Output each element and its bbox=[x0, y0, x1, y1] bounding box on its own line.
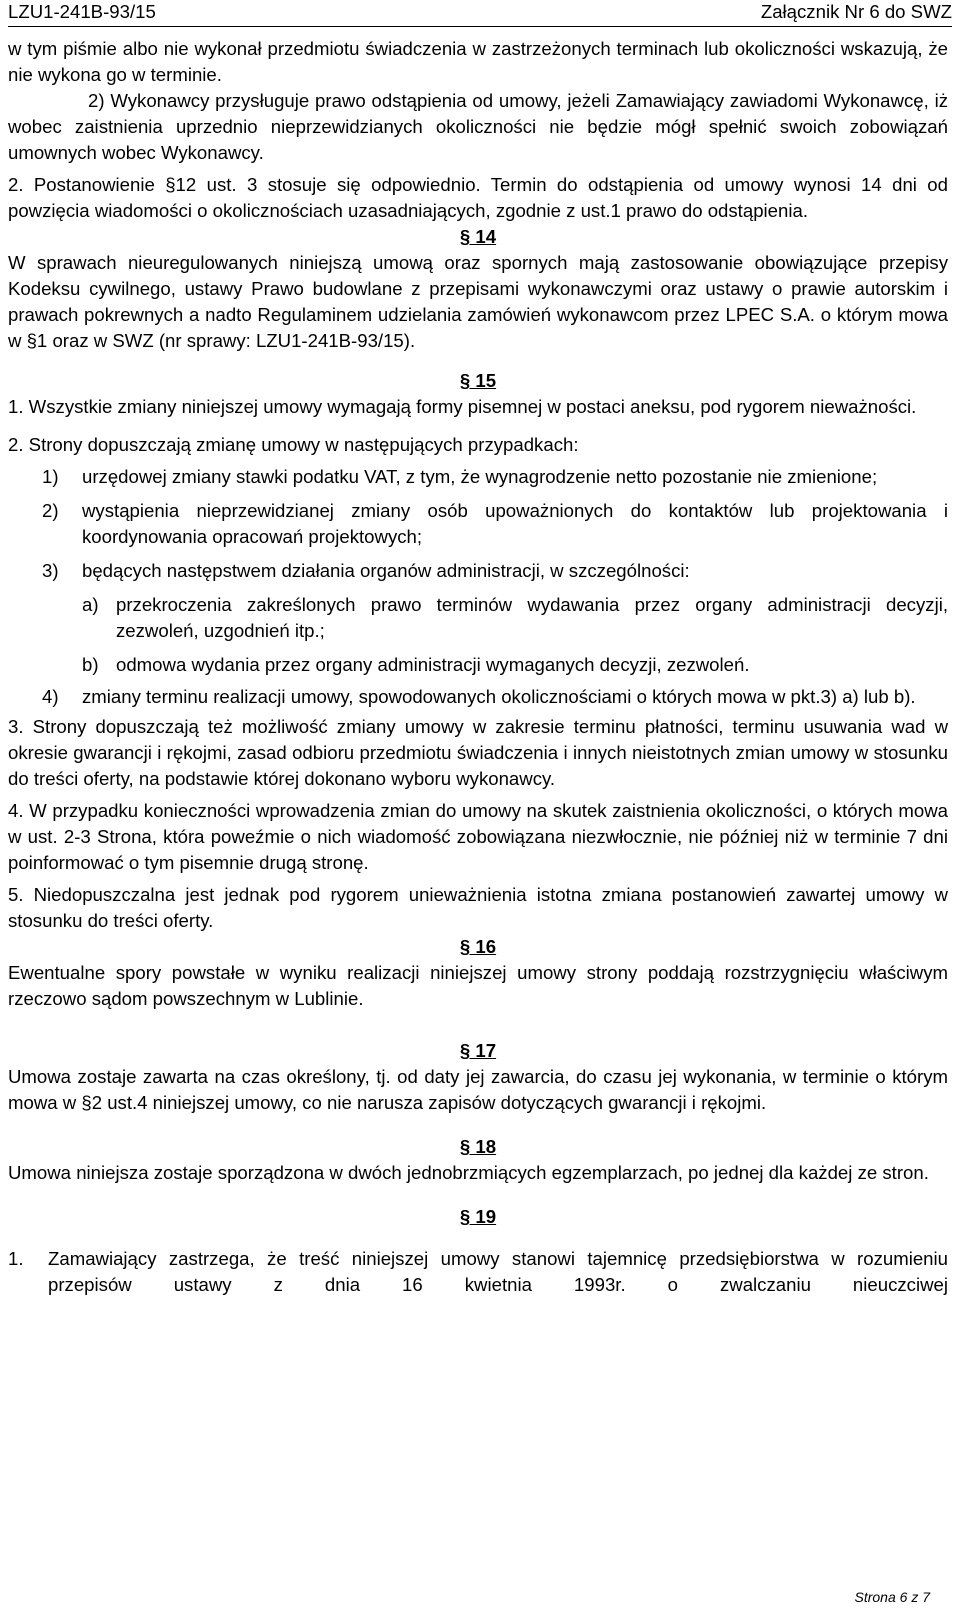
section-heading-19: § 19 bbox=[459, 1206, 497, 1227]
paragraph-intro-1: w tym piśmie albo nie wykonał przedmiotu świadczenia w zastrzeżonych terminach lub okoliczności wskazują, że nie wykona go w terminie. bbox=[8, 38, 948, 85]
section-heading-14: § 14 bbox=[459, 226, 497, 247]
section-17-text: Umowa zostaje zawarta na czas określony, tj. od daty jej zawarcia, do czasu jej wykonania, w terminie o którym mowa w §2 ust.4 niniejszej umowy, co nie narusza zapisów dotyczących gwarancji i rękojmi. bbox=[8, 1066, 948, 1113]
section-heading-16: § 16 bbox=[459, 936, 497, 957]
list-item: 3) będących następstwem działania organów administracji, w szczególności: bbox=[42, 560, 690, 581]
section-15-point-1: 1. Wszystkie zmiany niniejszej umowy wymagają formy pisemnej w postaci aneksu, pod rygorem nieważności. bbox=[8, 396, 917, 417]
section-heading-17: § 17 bbox=[459, 1040, 497, 1061]
case-number: LZU1-241B-93/15 bbox=[8, 1, 156, 22]
paragraph-intro-3: 2. Postanowienie §12 ust. 3 stosuje się odpowiednio. Termin do odstąpienia od umowy wynosi 14 dni od powzięcia wiadomości o okolicznościach uzasadniających, zgodnie z ust.1 prawo do odstąpienia. bbox=[8, 174, 948, 221]
section-16-text: Ewentualne spory powstałe w wyniku realizacji niniejszej umowy strony poddają rozstrzygnięciu właściwym rzeczowo sądom powszechnym w Lublinie. bbox=[8, 962, 948, 1009]
section-15-point-4: 4. W przypadku konieczności wprowadzenia zmian do umowy na skutek zaistnienia okoliczności, o których mowa w ust. 2-3 Strona, która poweźmie o nich wiadomość zobowiązana niezwłocznie, nie później niż w terminie 7 dni poinformować o tym pisemnie drugą stronę. bbox=[8, 800, 948, 873]
paragraph-intro-2: 2) Wykonawcy przysługuje prawo odstąpienia od umowy, jeżeli Zamawiający zawiadomi Wykonawcę, iż wobec zaistnienia uprzednio nieprzewidzianych okoliczności nie będzie mógł spełnić swoich zobowiązań umownych wobec Wykonawcy. bbox=[8, 90, 948, 163]
sub-list-item: a) przekroczenia zakreślonych prawo terminów wydawania przez organy administracji decyzji, zezwoleń, uzgodnień itp.; bbox=[82, 594, 948, 641]
document-body bbox=[8, 36, 948, 1298]
section-heading-15: § 15 bbox=[459, 370, 497, 391]
section-15-point-3: 3. Strony dopuszczają też możliwość zmiany umowy w zakresie terminu płatności, terminu usuwania wad w okresie gwarancji i rękojmi, zasad odbioru przedmiotu świadczenia i innych nieistotnych zmian umowy w stosunku do treści oferty, na podstawie której dokonano wyboru wykonawcy. bbox=[8, 716, 948, 789]
list-item: 4) zmiany terminu realizacji umowy, spowodowanych okolicznościami o których mowa w pkt.3) a) lub b). bbox=[42, 686, 916, 707]
sub-list-item: b) odmowa wydania przez organy administracji wymaganych decyzji, zezwoleń. bbox=[82, 654, 750, 675]
page-header bbox=[8, 0, 952, 27]
page-number: Strona 6 z 7 bbox=[854, 1589, 930, 1605]
attachment-label: Załącznik Nr 6 do SWZ bbox=[760, 1, 952, 22]
section-14-text: W sprawach nieuregulowanych niniejszą umową oraz spornych mają zastosowanie obowiązujące przepisy Kodeksu cywilnego, ustawy Prawo budowlane z przepisami wykonawczymi oraz ustawy o prawie autorskim i prawach pokrewnych a nadto Regulaminem udzielania zamówień wykonawcom przez LPEC S.A. o którym mowa w §1 oraz w SWZ (nr sprawy: LZU1-241B-93/15). bbox=[8, 252, 948, 351]
section-heading-18: § 18 bbox=[459, 1136, 497, 1157]
section-15-point-2: 2. Strony dopuszczają zmianę umowy w następujących przypadkach: bbox=[8, 434, 579, 455]
section-18-text: Umowa niniejsza zostaje sporządzona w dwóch jednobrzmiących egzemplarzach, po jednej dla każdej ze stron. bbox=[8, 1162, 929, 1183]
list-item: 1. Zamawiający zastrzega, że treść niniejszej umowy stanowi tajemnicę przedsiębiorstwa w rozumieniu przepisów ustawy z dnia 16 kwietnia 1993r. o zwalczaniu nieuczciwej bbox=[8, 1248, 948, 1295]
list-item: 1) urzędowej zmiany stawki podatku VAT, z tym, że wynagrodzenie netto pozostanie nie zmienione; bbox=[42, 466, 878, 487]
section-15-point-5: 5. Niedopuszczalna jest jednak pod rygorem unieważnienia istotna zmiana postanowień zawartej umowy w stosunku do treści oferty. bbox=[8, 884, 948, 931]
list-item: 2) wystąpienia nieprzewidzianej zmiany osób upoważnionych do kontaktów lub projektowania i koordynowania opracowań projektowych; bbox=[42, 500, 948, 547]
